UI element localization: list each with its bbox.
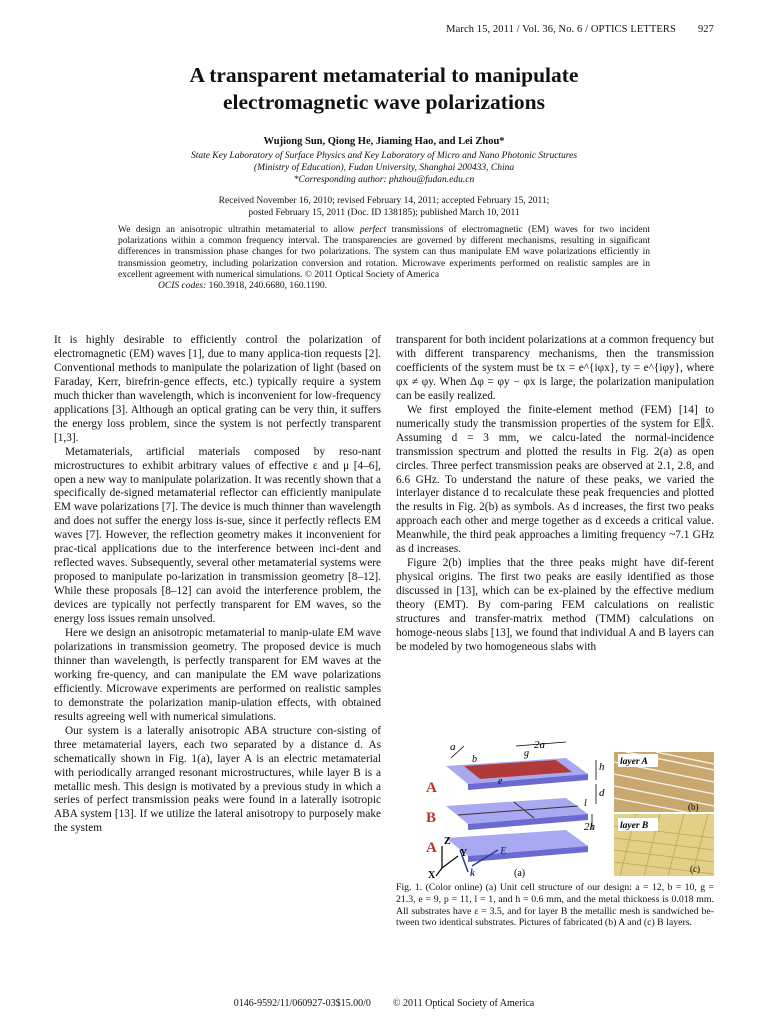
right-paragraph-1: transparent for both incident polarizations at a common frequency but with different transparency mechanisms, then the transmission coefficients of the system must be tx = e^{iφx}, ty = e^{iφy}, where φx ≠ φy. When Δφ = φy − φx is large, the polarization manipulation can be easily realized. [396,334,714,402]
corresponding-author: *Corresponding author: phzhou@fudan.edu.cn [293,174,475,185]
label-d: d [599,787,605,799]
title-line-1: A transparent metamaterial to manipulate [189,63,579,87]
label-sub-a: (a) [514,868,526,878]
label-k: k [470,868,475,878]
unit-cell-schematic [426,739,605,878]
left-paragraph-1: It is highly desirable to efficiently control the polarization of electromagnetic (EM) waves [1], due to many applica-tion requests [2]. Conventional methods to manipulate the polarization of light (based on Faraday, Kerr, birefrin-gence effects, etc.) typically require a system much thicker than wavelength, which is inconvenient for low-frequency applications [3]. Although an optical grating can be very thin, it suffers the energy loss problem, since the system is not perfectly transparent [1,3]. [54,334,381,444]
affiliation [0,151,768,186]
page-number: 927 [697,24,714,35]
figure-1-graphic [406,738,714,878]
label-layer-a-bottom: A [426,840,437,856]
ocis-codes [118,281,650,292]
left-paragraph-3: Here we design an anisotropic metamaterial to manip-ulate EM wave polarizations in transmission geometry. The proposed device is much thinner than wavelength, is perfectly transparent for EM waves at the working fre-quency, and can manipulate the EM wave polarizations efficiently. Microwave experiments are performed on realistic samples to demonstrate the polarization manip-ulation effects, with obtained results agreeing well with numerical simulations. [54,627,381,723]
ocis-values: 160.3918, 240.6680, 160.1190. [206,281,328,292]
axis-y [442,856,458,868]
label-l: l [584,798,587,809]
right-column [396,334,714,655]
label-z: Z [444,836,451,847]
label-sub-c: (c) [690,864,700,874]
label-x: X [428,870,436,878]
left-paragraph-4: Our system is a laterally anisotropic ABA structure con-sisting of three metamaterial layers, each two separated by a distance d. As schematically shown in Fig. 1(a), layer A is an electric metamaterial with periodically arranged resonant microstructures, while layer B is a metallic mesh. This design is motivated by a previous study in which a series of perfect transmission peaks were found in a laterally isotropic ABA system [13]. If we utilize the lateral anisotropy to purposely make the system [54,724,381,835]
photo-a-label: layer A [620,757,648,767]
left-paragraph-2: Metamaterials, artificial materials composed by reso-nant microstructures to exhibit arbitrary values of effective ε and μ [4–6], open a new way to manipulate polarization. It was recently shown that a specifically de-signed metamaterial reflector can efficiently manipulate EM wave polarizations [7]. The device is much thinner than wavelength and does not suffer the energy loss is-sue, since it perfectly reflects EM waves [7]. However, the reflection geometry makes it inconvenient for prac-tical applications due to the interference between inci-dent and reflected waves. Subsequently, several other metamaterial systems were proposed to manipulate po-larization in transmission geometry [8–12]. While these proposals [8–12] can avoid the interference problem, the devices are typically not perfectly transparent for EM waves, so the energy loss issues remain unsolved. [54,445,381,626]
article-title [0,62,768,116]
title-line-2: electromagnetic wave polarizations [222,90,546,114]
running-title: March 15, 2011 / Vol. 36, No. 6 / OPTICS LETTERS [446,24,676,35]
label-g: g [524,748,529,759]
abstract-text-2: transmissions of electromagnetic (EM) waves for two incident polarizations within a common frequency interval. The transparencies are governed by different mechanisms, resulting in significant differences in transmission phase changes for two polarizations. The system can thus manipulate EM wave polarizations efficiently in transmission geometry, including polarization conversion and rotation. Microwave experiments performed on realistic samples are in excellent agreement with numerical simulations. © 2011 Optical Society of America [118,225,651,280]
label-h: h [599,761,605,773]
label-2h: 2h [584,821,595,833]
figure-1 [406,738,714,878]
right-paragraph-2: We first employed the finite-element method (FEM) [14] to numerically study the transmission properties of the system for E∥x̂. Assuming d = 3 mm, we calcu-lated the normal-incidence transmission spectrum and plotted the results in Fig. 2(a) as open circles. Three perfect transmission peaks are observed at 2.1, 2.8, and 6.6 GHz. To understand the nature of these peaks, we varied the interlayer distance d to recalculate these peak frequencies and plotted the results in Fig. 2(b) as symbols. As d increases, the first two peaks approach each other and merge together as d exceeds a critical value. Meanwhile, the third peak approaches a limiting frequency ~7.1 GHz as d increases. [396,403,714,556]
abstract [118,225,650,292]
abstract-emphasis: perfect [359,225,387,235]
left-column [54,334,381,836]
footer-copyright: © 2011 Optical Society of America [392,998,535,1009]
axis-x [436,868,442,876]
running-header [446,24,714,35]
label-y: Y [460,848,468,859]
label-layer-a-top: A [426,780,437,796]
photo-layer-b [614,814,714,876]
label-a: a [450,741,456,753]
figure-1-caption: Fig. 1. (Color online) (a) Unit cell structure of our design: a = 12, b = 10, g = 21.3, e = 9, p = 11, l = 1, and h = 0.6 mm, and the metal thickness is 0.018 mm. All substrates have ε = 3.5, and for layer B the metallic mesh is sandwiched be-tween two identical substrates. Pictures of fabricated (b) A and (c) B layers. [396,882,714,929]
label-e: e [498,776,503,787]
label-2a: 2a [534,739,545,751]
photo-layer-a [614,752,714,814]
dates-line-1: Received November 16, 2010; revised February 14, 2011; accepted February 15, 2011; [218,196,550,206]
label-sub-b: (b) [688,802,699,812]
page-footer [0,998,768,1009]
label-b: b [472,754,477,765]
label-e-field: E [500,846,507,857]
ocis-label: OCIS codes: [158,281,207,292]
label-layer-b: B [426,810,437,826]
affiliation-line-2: (Ministry of Education), Fudan University, Shanghai 200433, China [253,162,515,173]
affiliation-line-1: State Key Laboratory of Surface Physics and Key Laboratory of Micro and Nano Photonic Structures [190,151,578,161]
dates-line-2: posted February 15, 2011 (Doc. ID 138185); published March 10, 2011 [248,207,520,218]
abstract-text-1: We design an anisotropic ultrathin metamaterial to allow [118,225,360,235]
right-paragraph-3: Figure 2(b) implies that the three peaks might have dif-ferent physical origins. The first two peaks are easily identified as those discussed in [13], which can be ex-plained by the effective medium theory (EMT). By com-paring FEM calculations on realistic structures and transfer-matrix method (TMM) calculations on homoge-neous slabs [13], we found that individual A and B layers can be modeled by two homogeneous slabs with [396,557,714,653]
publication-dates [0,196,768,220]
photo-b-label: layer B [620,821,649,831]
article-code: 0146-9592/11/060927-03$15.00/0 [233,998,371,1009]
author-list: Wujiong Sun, Qiong He, Jiaming Hao, and Lei Zhou* [263,136,505,147]
